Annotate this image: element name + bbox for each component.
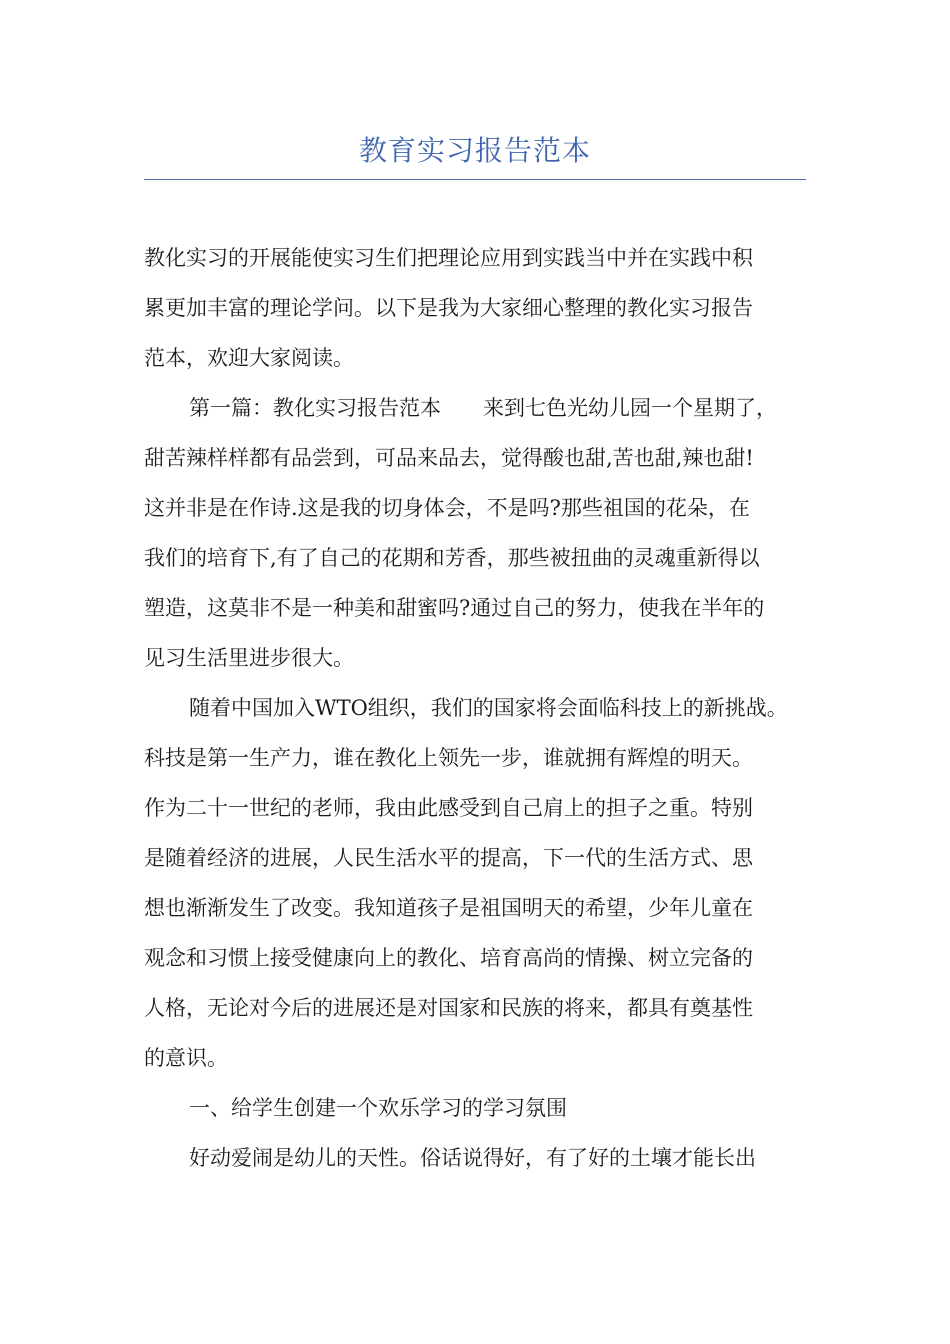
text-line: 甜苦辣样样都有品尝到，可品来品去，觉得酸也甜,苦也甜,辣也甜! (144, 446, 754, 470)
text-line: 我们的培育下,有了自己的花期和芳香，那些被扭曲的灵魂重新得以 (144, 546, 760, 570)
text-line: 好动爱闹是幼儿的天性。俗话说得好，有了好的土壤才能长出 (189, 1146, 756, 1170)
text-line: 第一篇：教化实习报告范本 来到七色光幼儿园一个星期了， (189, 396, 777, 420)
text-line: 见习生活里进步很大。 (144, 646, 354, 670)
document-body (144, 233, 834, 1183)
text-line: 的意识。 (144, 1046, 228, 1070)
text-line: 范本，欢迎大家阅读。 (144, 346, 354, 370)
text-line: 观念和习惯上接受健康向上的教化、培育高尚的情操、树立完备的 (144, 946, 753, 970)
text-line: 塑造，这莫非不是一种美和甜蜜吗?通过自己的努力，使我在半年的 (144, 596, 765, 620)
text-line: 是随着经济的进展，人民生活水平的提高，下一代的生活方式、思 (144, 846, 753, 870)
text-line: 想也渐渐发生了改变。我知道孩子是祖国明天的希望，少年儿童在 (144, 896, 753, 920)
paragraph-section-1 (144, 1133, 834, 1183)
document-title: 教育实习报告范本 (358, 134, 591, 167)
text-line: 一、给学生创建一个欢乐学习的学习氛围 (189, 1096, 567, 1120)
text-line: 科技是第一生产力，谁在教化上领先一步，谁就拥有辉煌的明天。 (144, 746, 753, 770)
text-line: 教化实习的开展能使实习生们把理论应用到实践当中并在实践中积 (144, 246, 753, 270)
section-heading-1 (144, 1083, 834, 1133)
text-line: 这并非是在作诗.这是我的切身体会，不是吗?那些祖国的花朵，在 (144, 496, 750, 520)
paragraph-intro (144, 233, 834, 383)
text-line: 人格，无论对今后的进展还是对国家和民族的将来，都具有奠基性 (144, 996, 753, 1020)
text-line: 随着中国加入WTO组织，我们的国家将会面临科技上的新挑战。 (189, 696, 788, 720)
text-line: 累更加丰富的理论学问。以下是我为大家细心整理的教化实习报告 (144, 296, 753, 320)
paragraph-first-article (144, 383, 834, 683)
title-underline (144, 179, 806, 180)
paragraph-wto (144, 683, 834, 1083)
text-line: 作为二十一世纪的老师，我由此感受到自己肩上的担子之重。特别 (144, 796, 753, 820)
